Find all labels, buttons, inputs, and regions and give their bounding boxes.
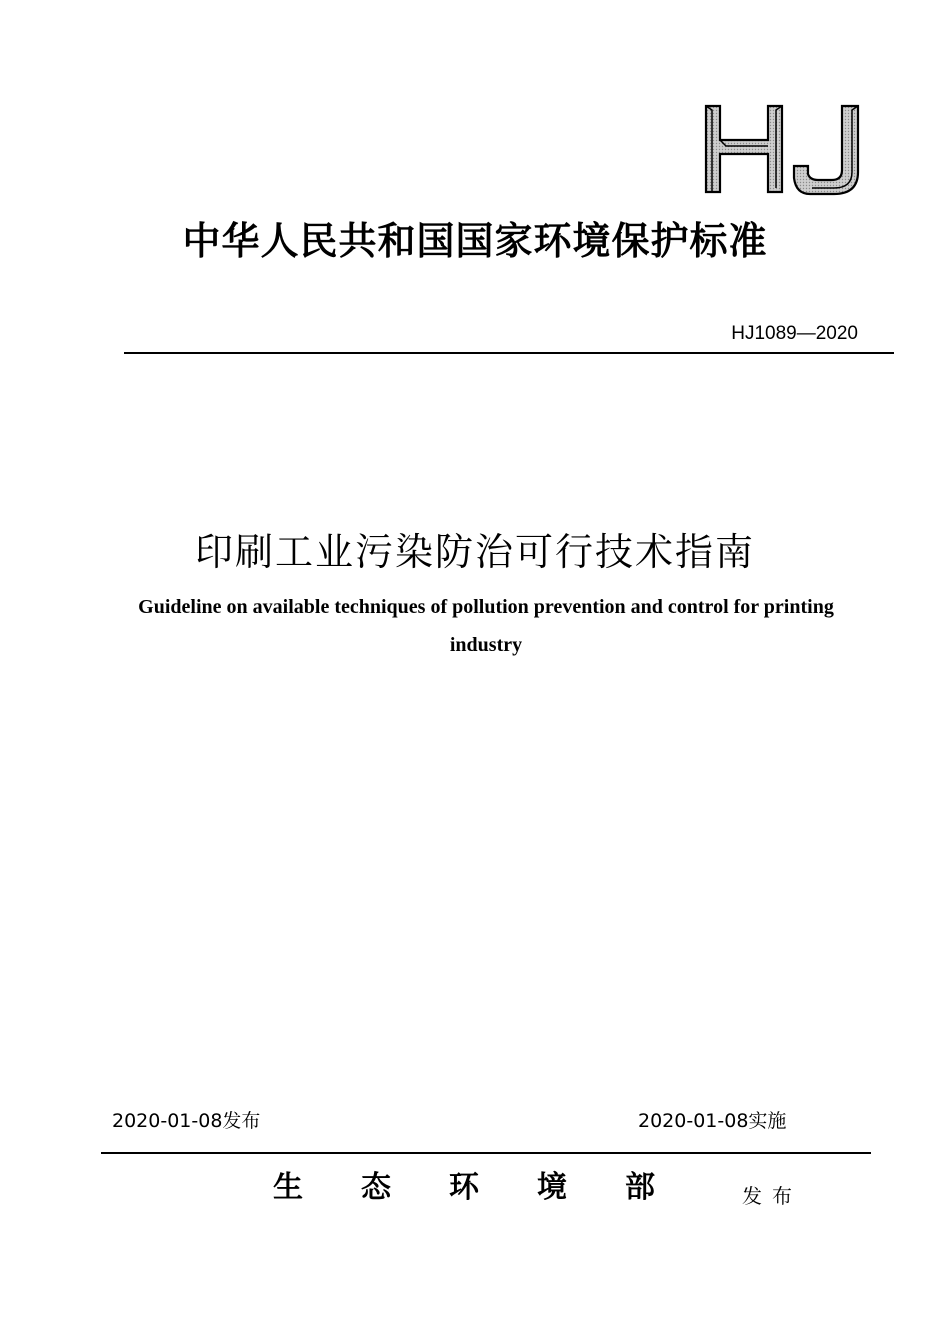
standard-body-title: 中华人民共和国国家环境保护标准 bbox=[182, 219, 768, 263]
publish-label: 发布 bbox=[742, 1184, 802, 1208]
implementation-date: 2020-01-08实施 bbox=[638, 1110, 787, 1132]
document-title-english: Guideline on available techniques of pollution prevention and control for printing industry bbox=[138, 596, 834, 656]
hj-logo bbox=[700, 100, 868, 198]
top-divider bbox=[124, 352, 894, 354]
standard-code: HJ1089—2020 bbox=[731, 323, 858, 344]
issue-date: 2020-01-08发布 bbox=[112, 1110, 261, 1132]
issuing-authority: 生态环境部 bbox=[273, 1170, 713, 1205]
bottom-divider bbox=[101, 1152, 871, 1154]
document-title-chinese: 印刷工业污染防治可行技术指南 bbox=[194, 530, 755, 574]
